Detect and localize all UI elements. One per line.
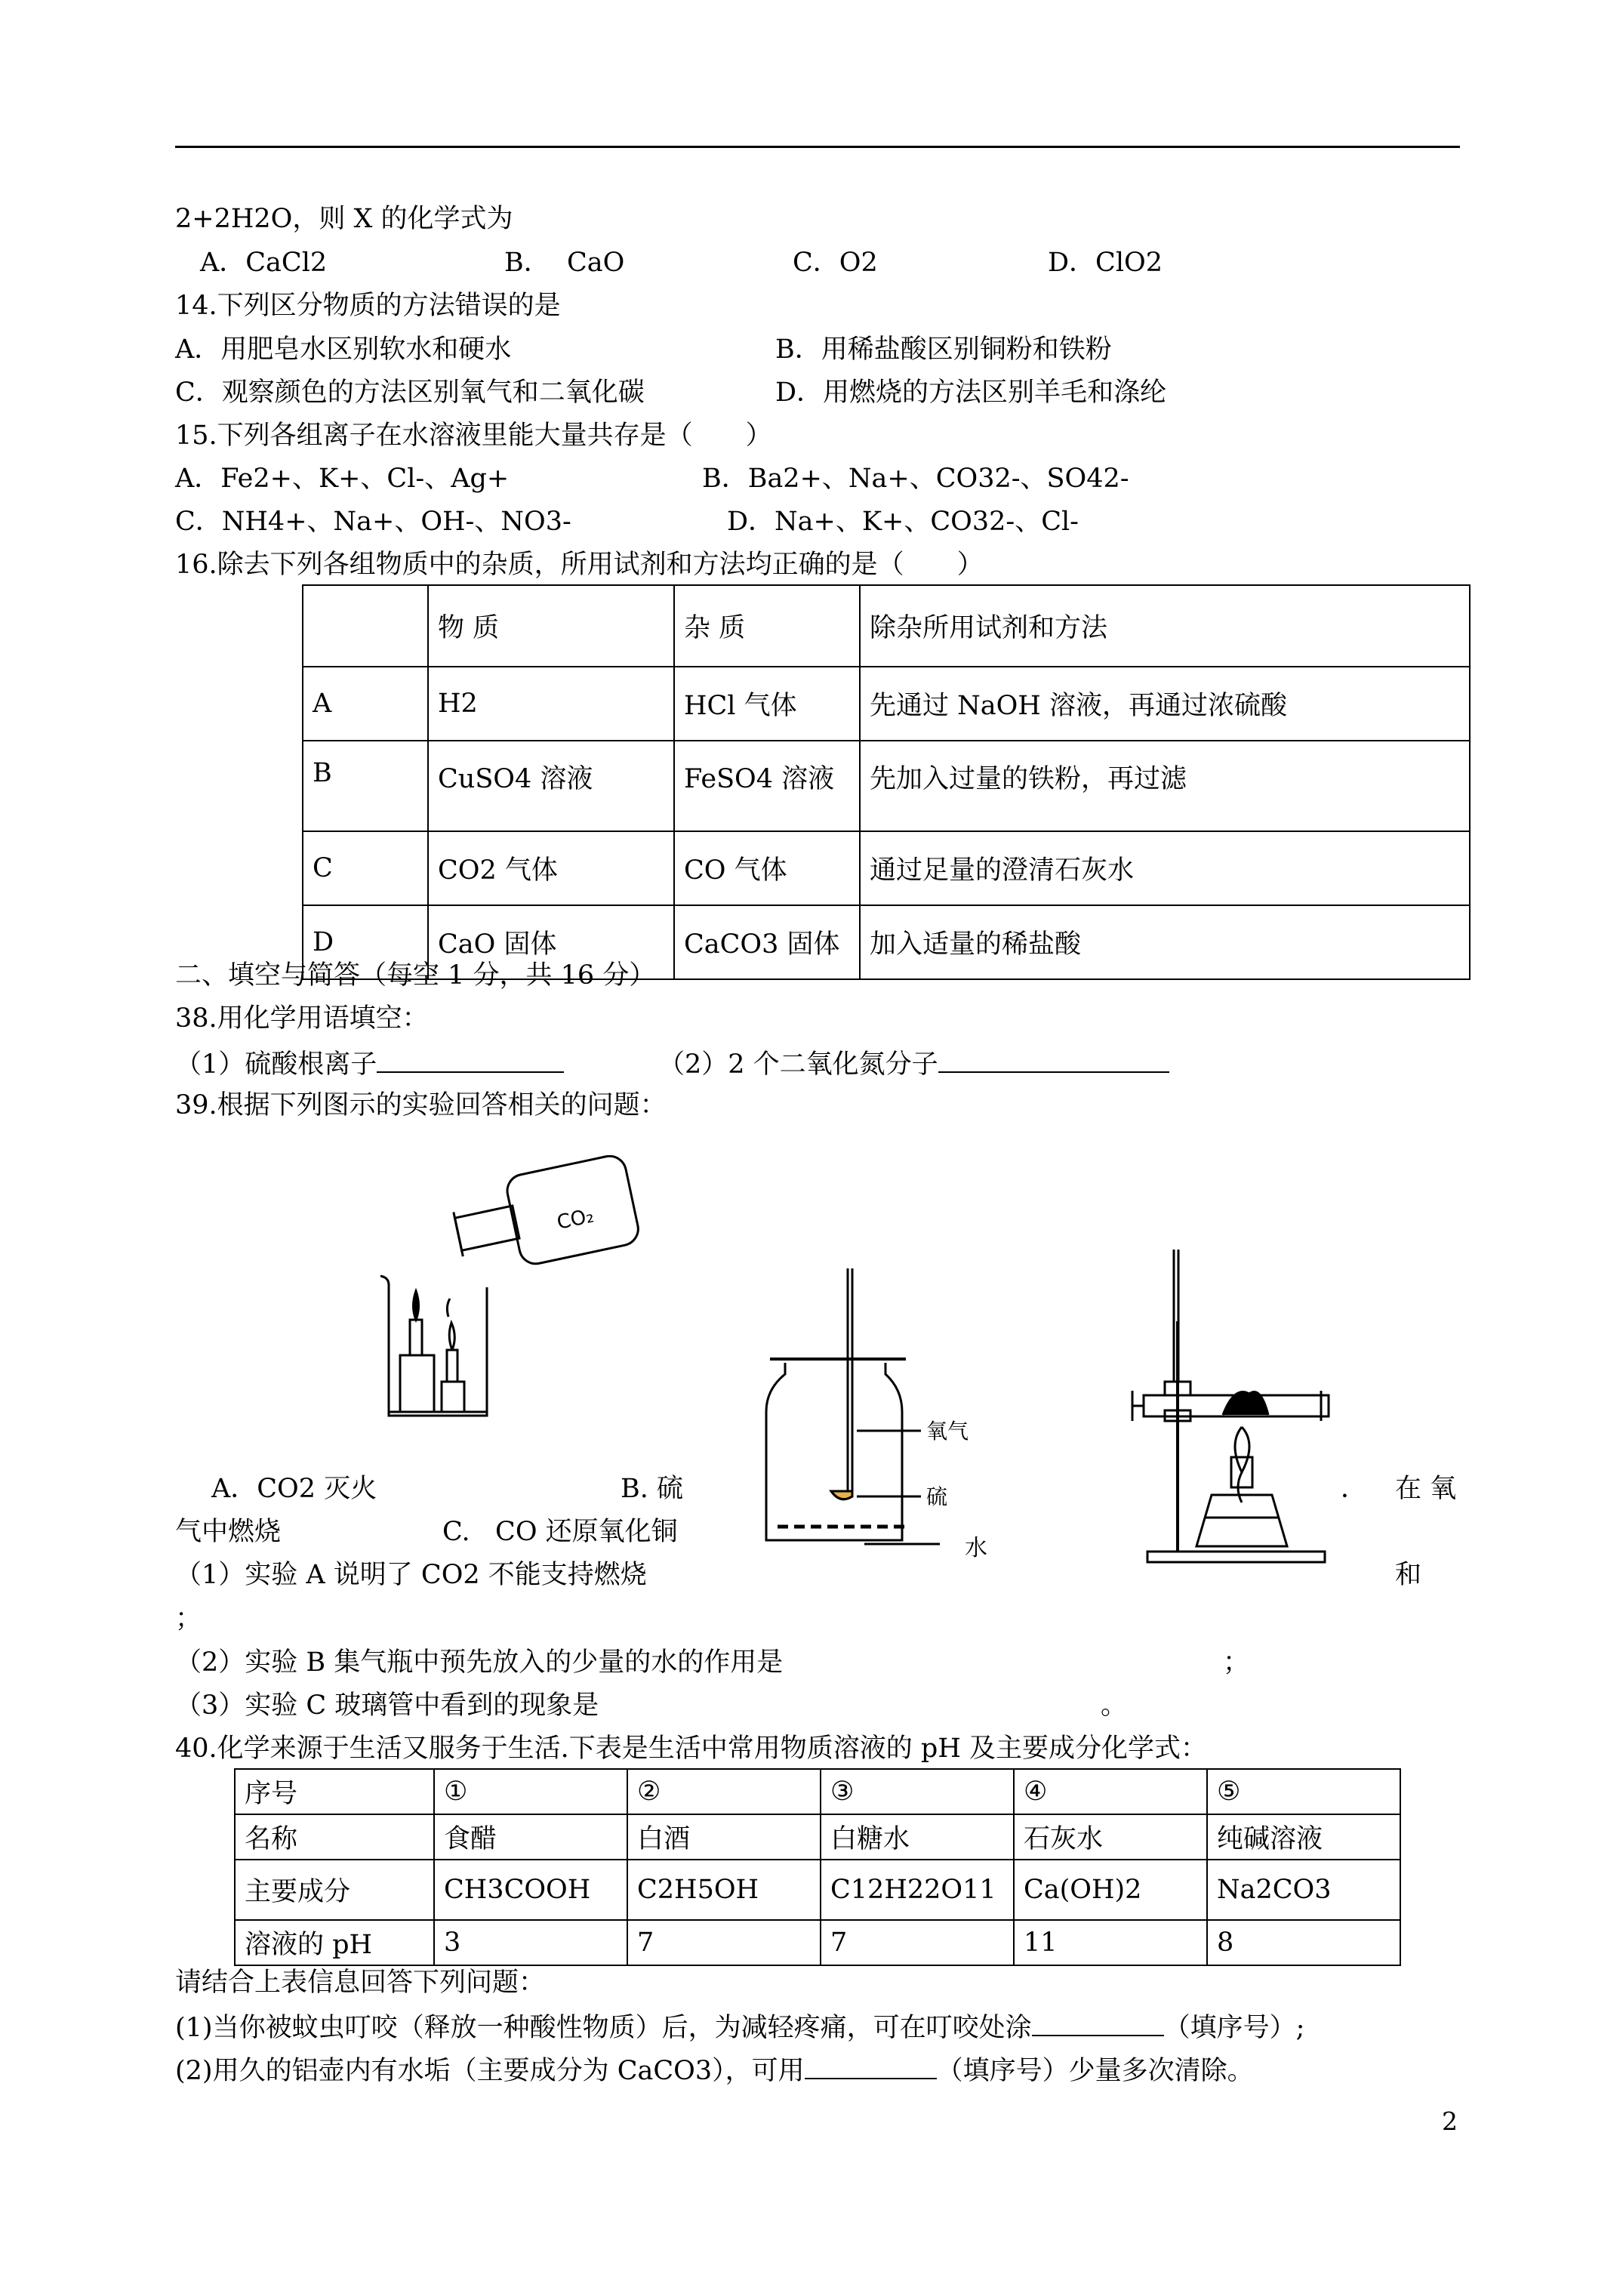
table-cell: CuSO4 溶液 [428, 741, 674, 831]
fig-oxygen-label: 氧气 [926, 1419, 969, 1444]
table-cell: 白酒 [627, 1814, 821, 1860]
table-cell: CO 气体 [674, 831, 860, 905]
table-row [303, 585, 1470, 667]
q39-part1-and: 和 [1395, 1560, 1422, 1590]
q38-part2-label: （2）2 个二氧化氮分子 [658, 1049, 938, 1080]
q13-option-b: B． CaO [504, 248, 625, 278]
table-row [235, 1920, 1400, 1965]
q39-part3-end: 。 [1101, 1690, 1128, 1721]
table-cell: 石灰水 [1014, 1814, 1207, 1860]
table-cell: 除杂所用试剂和方法 [860, 585, 1470, 667]
q13-option-d: D．ClO2 [1048, 248, 1163, 278]
fig-caption-b-cont: 在 氧 [1395, 1474, 1457, 1504]
q16-stem: 16.除去下列各组物质中的杂质，所用试剂和方法均正确的是（ ） [175, 550, 984, 580]
table-cell: Ca(OH)2 [1014, 1860, 1207, 1920]
q38-stem: 38.用化学用语填空： [175, 1003, 429, 1034]
q15-option-c: C．NH4+、Na+、OH-、NO3- [175, 507, 571, 537]
q15-option-a: A．Fe2+、K+、Cl-、Ag+ [175, 464, 510, 494]
q40-part2 [175, 2052, 1254, 2088]
fig-sulfur-label: 硫 [926, 1484, 948, 1509]
q39-part2: （2）实验 B 集气瓶中预先放入的少量的水的作用是 [175, 1647, 784, 1678]
answer-blank[interactable] [377, 1046, 564, 1073]
fig-water-label: 水 [965, 1535, 987, 1561]
table-cell: B [303, 741, 428, 831]
q14-option-c: C．观察颜色的方法区别氧气和二氧化碳 [175, 378, 645, 408]
q40-part1-text: (1)当你被蚊虫叮咬（释放一种酸性物质）后，为减轻疼痛，可在叮咬处涂 [175, 2013, 1032, 2043]
table-row [303, 831, 1470, 905]
table-cell: A [303, 667, 428, 741]
table-cell: 纯碱溶液 [1207, 1814, 1400, 1860]
table-cell: 8 [1207, 1920, 1400, 1965]
table-cell [303, 585, 428, 667]
table-cell: ⑤ [1207, 1769, 1400, 1814]
table-cell: ② [627, 1769, 821, 1814]
q13-option-a: A．CaCl2 [200, 248, 328, 278]
table-row [235, 1860, 1400, 1920]
table-cell: 物 质 [428, 585, 674, 667]
fig-caption-dot: ． [1341, 1474, 1368, 1504]
fig-caption-b: B. 硫 [621, 1474, 683, 1504]
section-heading: 二、填空与简答（每空 1 分，共 16 分） [175, 960, 656, 991]
q40-table [234, 1768, 1401, 1966]
table-cell: 食醋 [434, 1814, 627, 1860]
q15-option-b: B．Ba2+、Na+、CO32-、SO42- [702, 464, 1129, 494]
table-cell: CO2 气体 [428, 831, 674, 905]
table-cell: 11 [1014, 1920, 1207, 1965]
table-cell: ③ [821, 1769, 1014, 1814]
table-row [235, 1814, 1400, 1860]
q13-tail: 2+2H2O，则 X 的化学式为 [175, 204, 513, 234]
fig-caption-b-line2: 气中燃烧 [175, 1517, 282, 1547]
table-row [235, 1769, 1400, 1814]
table-cell: 3 [434, 1920, 627, 1965]
q40-part1-suffix: （填序号）; [1163, 2013, 1305, 2043]
q13-option-c: C．O2 [793, 248, 878, 278]
q38-part2 [658, 1046, 1169, 1081]
q39-part2-end: ； [1223, 1647, 1250, 1678]
table-cell: 先通过 NaOH 溶液，再通过浓硫酸 [860, 667, 1470, 741]
q39-part3: （3）实验 C 玻璃管中看到的现象是 [175, 1690, 599, 1721]
table-cell: 白糖水 [821, 1814, 1014, 1860]
fig-caption-c: C. CO 还原氧化铜 [442, 1517, 678, 1547]
table-cell: FeSO4 溶液 [674, 741, 860, 831]
q14-stem: 14.下列区分物质的方法错误的是 [175, 291, 561, 321]
table-cell: CaCO3 固体 [674, 905, 860, 979]
q40-part1 [175, 2009, 1304, 2045]
page-number: 2 [1442, 2106, 1458, 2136]
table-cell: CH3COOH [434, 1860, 627, 1920]
fig-caption-a: A．CO2 灭火 [211, 1474, 377, 1504]
figure-sulfur-combustion [751, 1261, 1008, 1548]
table-cell: 杂 质 [674, 585, 860, 667]
table-cell: 溶液的 pH [235, 1920, 434, 1965]
q15-stem: 15.下列各组离子在水溶液里能大量共存是（ ） [175, 421, 772, 451]
table-cell: 通过足量的澄清石灰水 [860, 831, 1470, 905]
table-cell: CaO 固体 [428, 905, 674, 979]
q40-stem: 40.化学来源于生活又服务于生活.下表是生活中常用物质溶液的 pH 及主要成分化学式： [175, 1734, 1207, 1764]
table-cell: 先加入过量的铁粉，再过滤 [860, 741, 1470, 831]
table-cell: C [303, 831, 428, 905]
table-row [303, 667, 1470, 741]
table-cell: 加入适量的稀盐酸 [860, 905, 1470, 979]
q14-option-a: A．用肥皂水区别软水和硬水 [175, 334, 512, 365]
table-cell: HCl 气体 [674, 667, 860, 741]
q39-part1-end: ； [175, 1604, 202, 1634]
table-cell: 7 [627, 1920, 821, 1965]
table-cell: Na2CO3 [1207, 1860, 1400, 1920]
q39-part1: （1）实验 A 说明了 CO2 不能支持燃烧 [175, 1560, 647, 1590]
q40-part2-suffix: （填序号）少量多次清除。 [936, 2056, 1254, 2086]
table-cell: ④ [1014, 1769, 1207, 1814]
q40-intro: 请结合上表信息回答下列问题： [175, 1968, 546, 1998]
table-cell: 7 [821, 1920, 1014, 1965]
q14-option-b: B．用稀盐酸区别铜粉和铁粉 [775, 334, 1112, 365]
table-row [303, 741, 1470, 831]
table-cell: C12H22O11 [821, 1860, 1014, 1920]
q16-table [302, 584, 1471, 980]
q39-stem: 39.根据下列图示的实验回答相关的问题： [175, 1090, 667, 1120]
figure-co2-extinguish [370, 1155, 649, 1419]
q40-part2-text: (2)用久的铝壶内有水垢（主要成分为 CaCO3），可用 [175, 2056, 805, 2086]
answer-blank[interactable] [805, 2052, 937, 2079]
table-cell: 序号 [235, 1769, 434, 1814]
answer-blank[interactable] [1032, 2009, 1164, 2036]
table-cell: 名称 [235, 1814, 434, 1860]
answer-blank[interactable] [938, 1046, 1169, 1073]
table-cell: H2 [428, 667, 674, 741]
table-cell: D [303, 905, 428, 979]
q38-part1 [175, 1046, 564, 1081]
table-cell: 主要成分 [235, 1860, 434, 1920]
figure-co-reduction [1129, 1246, 1347, 1570]
table-cell: C2H5OH [627, 1860, 821, 1920]
table-cell: ① [434, 1769, 627, 1814]
fig-co2-label: CO₂ [555, 1204, 596, 1234]
q14-option-d: D．用燃烧的方法区别羊毛和涤纶 [775, 378, 1167, 408]
q15-option-d: D．Na+、K+、CO32-、Cl- [727, 507, 1079, 537]
header-rule [175, 146, 1460, 148]
q38-part1-label: （1）硫酸根离子 [175, 1049, 377, 1080]
